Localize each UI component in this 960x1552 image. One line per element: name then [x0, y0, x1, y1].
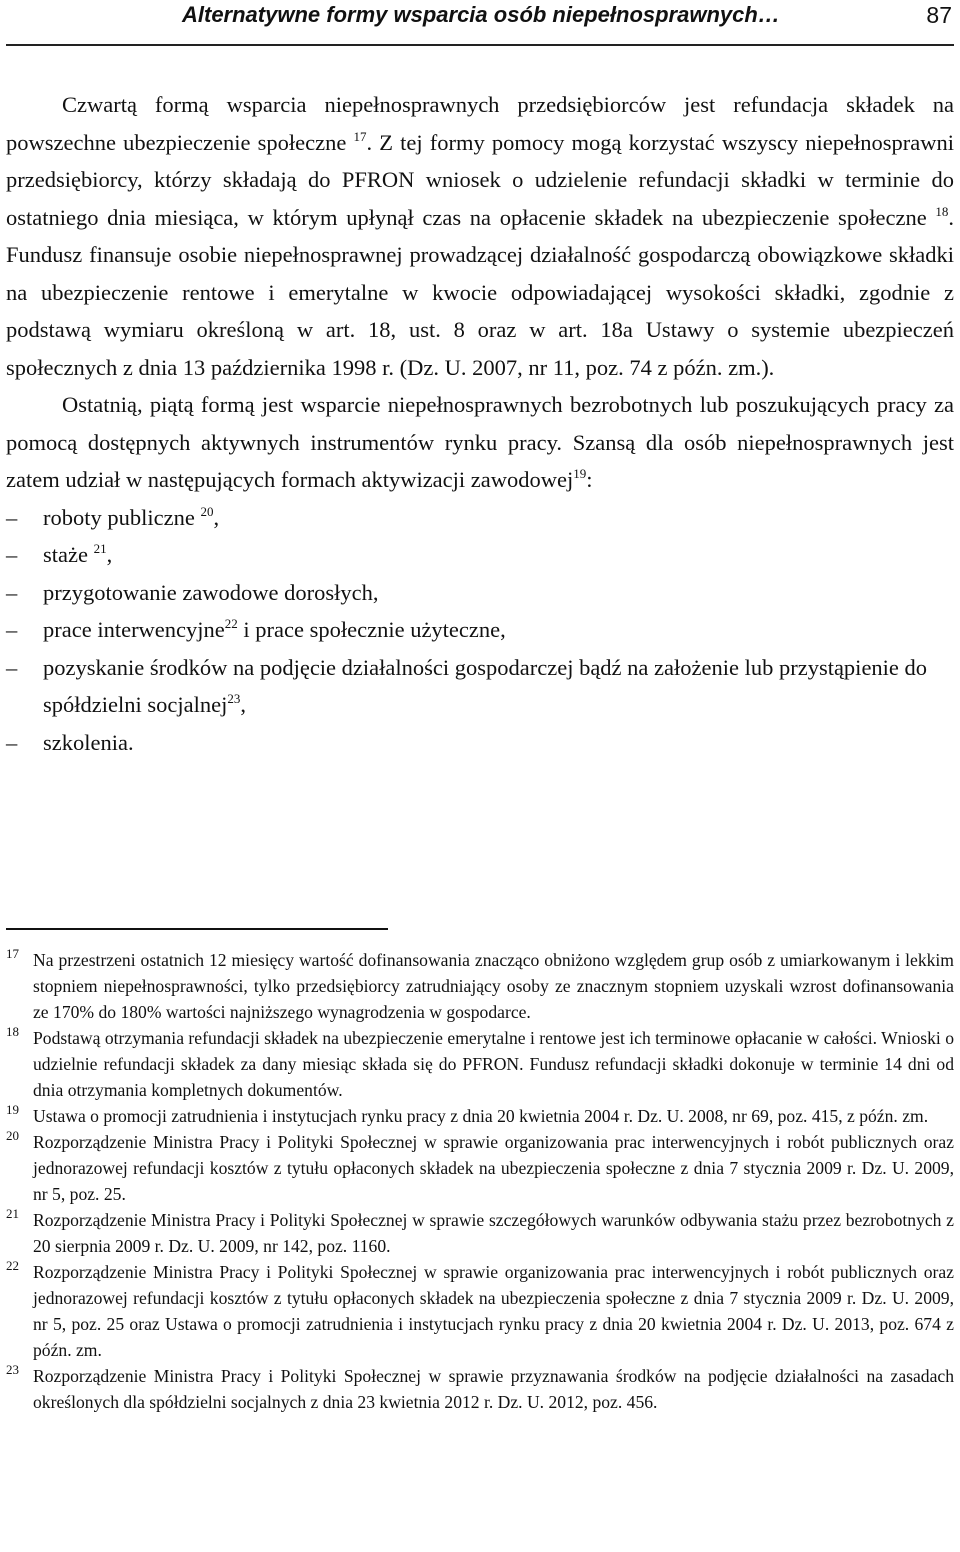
footnote-number: 19: [6, 1102, 19, 1117]
list-item-suffix: i prace społecznie użyteczne,: [237, 617, 506, 642]
footnote-ref-22[interactable]: 22: [224, 616, 238, 631]
running-header: [6, 0, 954, 46]
list-item-text: prace interwencyjne: [43, 617, 225, 642]
list-item-suffix: ,: [106, 542, 113, 567]
list-item: [6, 574, 954, 612]
footnote-number: 17: [6, 946, 19, 961]
footnote-17: [6, 947, 954, 1025]
paragraph-aktywizacja: [6, 386, 954, 499]
footnote-number: 21: [6, 1206, 19, 1221]
footnote-21: [6, 1207, 954, 1259]
running-header-title: Alternatywne formy wsparcia osób niepełnosprawnych…: [182, 2, 780, 27]
dash-bullet: –: [6, 654, 18, 680]
list-item-suffix: ,: [213, 504, 220, 530]
paragraph-text: . Fundusz finansuje osobie niepełnosprawnej prowadzącej działalność gospodarczą obowiązkowe składki na ubezpieczenie rentowe i emerytalne w kwocie odpowiadającej wysokości składki, zgodnie z podstawą wymiaru określoną w art. 18, ust. 8 oraz w art. 18a Ustawy o systemie ubezpieczeń społecznych z dnia 13 października 1998 r. (Dz. U. 2007, nr 11, poz. 74 z późn. zm.).: [6, 204, 954, 380]
footnotes: [6, 947, 954, 1415]
footnote-ref-19[interactable]: 19: [573, 466, 587, 481]
footnote-number: 23: [6, 1362, 19, 1377]
list-item-text: szkolenia.: [43, 729, 134, 755]
footnote-separator: [6, 928, 388, 930]
list-item-text: pozyskanie środków na podjęcie działalności gospodarczej bądź na założenie lub przystąpienie do spółdzielni socjalnej: [43, 654, 928, 717]
footnote-text: Na przestrzeni ostatnich 12 miesięcy wartość dofinansowania znacząco obniżono względem grup osób z umiarkowanym i lekkim stopniem niepełnosprawności, tylko przedsiębiorcy zatrudniający osoby ze znacznym stopniem uzyskali wzrost dofinansowania ze 170% do 180% wartości najniższego wynagrodzenia w gospodarce.: [33, 950, 954, 1022]
footnote-ref-17[interactable]: 17: [353, 128, 367, 144]
dash-bullet: –: [6, 617, 18, 642]
footnote-23: [6, 1363, 954, 1415]
activation-forms-list: [6, 499, 954, 762]
paragraph-text: Ostatnią, piątą formą jest wsparcie niepełnosprawnych bezrobotnych lub poszukujących pracy za pomocą dostępnych aktywnych instrumentów rynku pracy. Szansą dla osób niepełnosprawnych jest zatem udział w następujących formach aktywizacji zawodowej: [6, 392, 954, 492]
footnote-text: Rozporządzenie Ministra Pracy i Polityki Społecznej w sprawie organizowania prac interwencyjnych i robót publicznych oraz jednorazowej refundacji kosztów z tytułu opłaconych składek na ubezpieczenia społeczne z dnia 7 stycznia 2009 r. Dz. U. 2009, nr 5, poz. 25 oraz Ustawa o promocji zatrudnienia i instytucjach rynku pracy z dnia 20 kwietnia 2004 r. Dz. U. 2013, poz. 674 z późn. zm.: [33, 1262, 954, 1360]
paragraph-refundacja: [6, 86, 954, 386]
dash-bullet: –: [6, 729, 18, 755]
list-item-text: roboty publiczne: [43, 504, 201, 530]
list-item-suffix: ,: [240, 692, 246, 717]
footnote-22: [6, 1259, 954, 1363]
footnote-text: Podstawą otrzymania refundacji składek na ubezpieczenie emerytalne i rentowe jest ich terminowe opłacanie w całości. Wnioski o udzielnie refundacji składek za dany miesiąc składa się do PFRON. Fundusz refundacji składki dokonuje w terminie 14 dni od dnia otrzymania kompletnych dokumentów.: [33, 1028, 954, 1100]
list-item: [6, 724, 954, 762]
list-item: [6, 649, 954, 724]
list-item-text: przygotowanie zawodowe dorosłych,: [43, 579, 379, 605]
footnote-ref-20[interactable]: 20: [200, 503, 214, 519]
page-number: 87: [926, 2, 952, 28]
paragraph-text: :: [586, 467, 593, 492]
list-item: [6, 499, 954, 537]
footnote-text: Rozporządzenie Ministra Pracy i Polityki Społecznej w sprawie szczegółowych warunków odbywania stażu przez bezrobotnych z 20 sierpnia 2009 r. Dz. U. 2009, nr 142, poz. 1160.: [33, 1210, 954, 1256]
footnote-text: Ustawa o promocji zatrudnienia i instytucjach rynku pracy z dnia 20 kwietnia 2004 r. Dz. U. 2008, nr 69, poz. 415, z późn. zm.: [33, 1106, 929, 1126]
footnote-ref-23[interactable]: 23: [227, 691, 241, 706]
paragraph-text: Czwartą formą wsparcia niepełnosprawnych przedsiębiorców jest refundacja składek na powszechne ubezpieczenie społeczne: [6, 92, 954, 155]
dash-bullet: –: [6, 579, 18, 605]
footnote-text: Rozporządzenie Ministra Pracy i Polityki Społecznej w sprawie przyznawania środków na podjęcie działalności na zasadach określonych dla spółdzielni socjalnych z dnia 23 kwietnia 2012 r. Dz. U. 2012, poz. 456.: [33, 1366, 954, 1412]
footnote-ref-21[interactable]: 21: [93, 541, 107, 556]
footnote-20: [6, 1129, 954, 1207]
list-item: [6, 536, 954, 574]
footnote-number: 22: [6, 1258, 19, 1273]
main-text: [6, 86, 954, 761]
footnote-number: 20: [6, 1128, 19, 1143]
footnote-ref-18[interactable]: 18: [935, 203, 949, 219]
footnote-number: 18: [6, 1024, 19, 1039]
paragraph-text: . Z tej formy pomocy mogą korzystać wszyscy niepełnosprawni przedsiębiorcy, którzy składają do PFRON wniosek o udzielenie refundacji składki w terminie do ostatniego dnia miesiąca, w którym upłynął czas na opłacenie składek na ubezpieczenie społeczne: [6, 129, 954, 230]
dash-bullet: –: [6, 542, 18, 567]
footnote-18: [6, 1025, 954, 1103]
footnote-text: Rozporządzenie Ministra Pracy i Polityki Społecznej w sprawie organizowania prac interwencyjnych i robót publicznych oraz jednorazowej refundacji kosztów z tytułu opłaconych składek na ubezpieczenia społeczne z dnia 7 stycznia 2009 r. Dz. U. 2009, nr 5, poz. 25.: [33, 1132, 954, 1204]
footnote-19: [6, 1103, 954, 1129]
dash-bullet: –: [6, 504, 18, 530]
list-item: [6, 611, 954, 649]
list-item-text: staże: [43, 542, 94, 567]
